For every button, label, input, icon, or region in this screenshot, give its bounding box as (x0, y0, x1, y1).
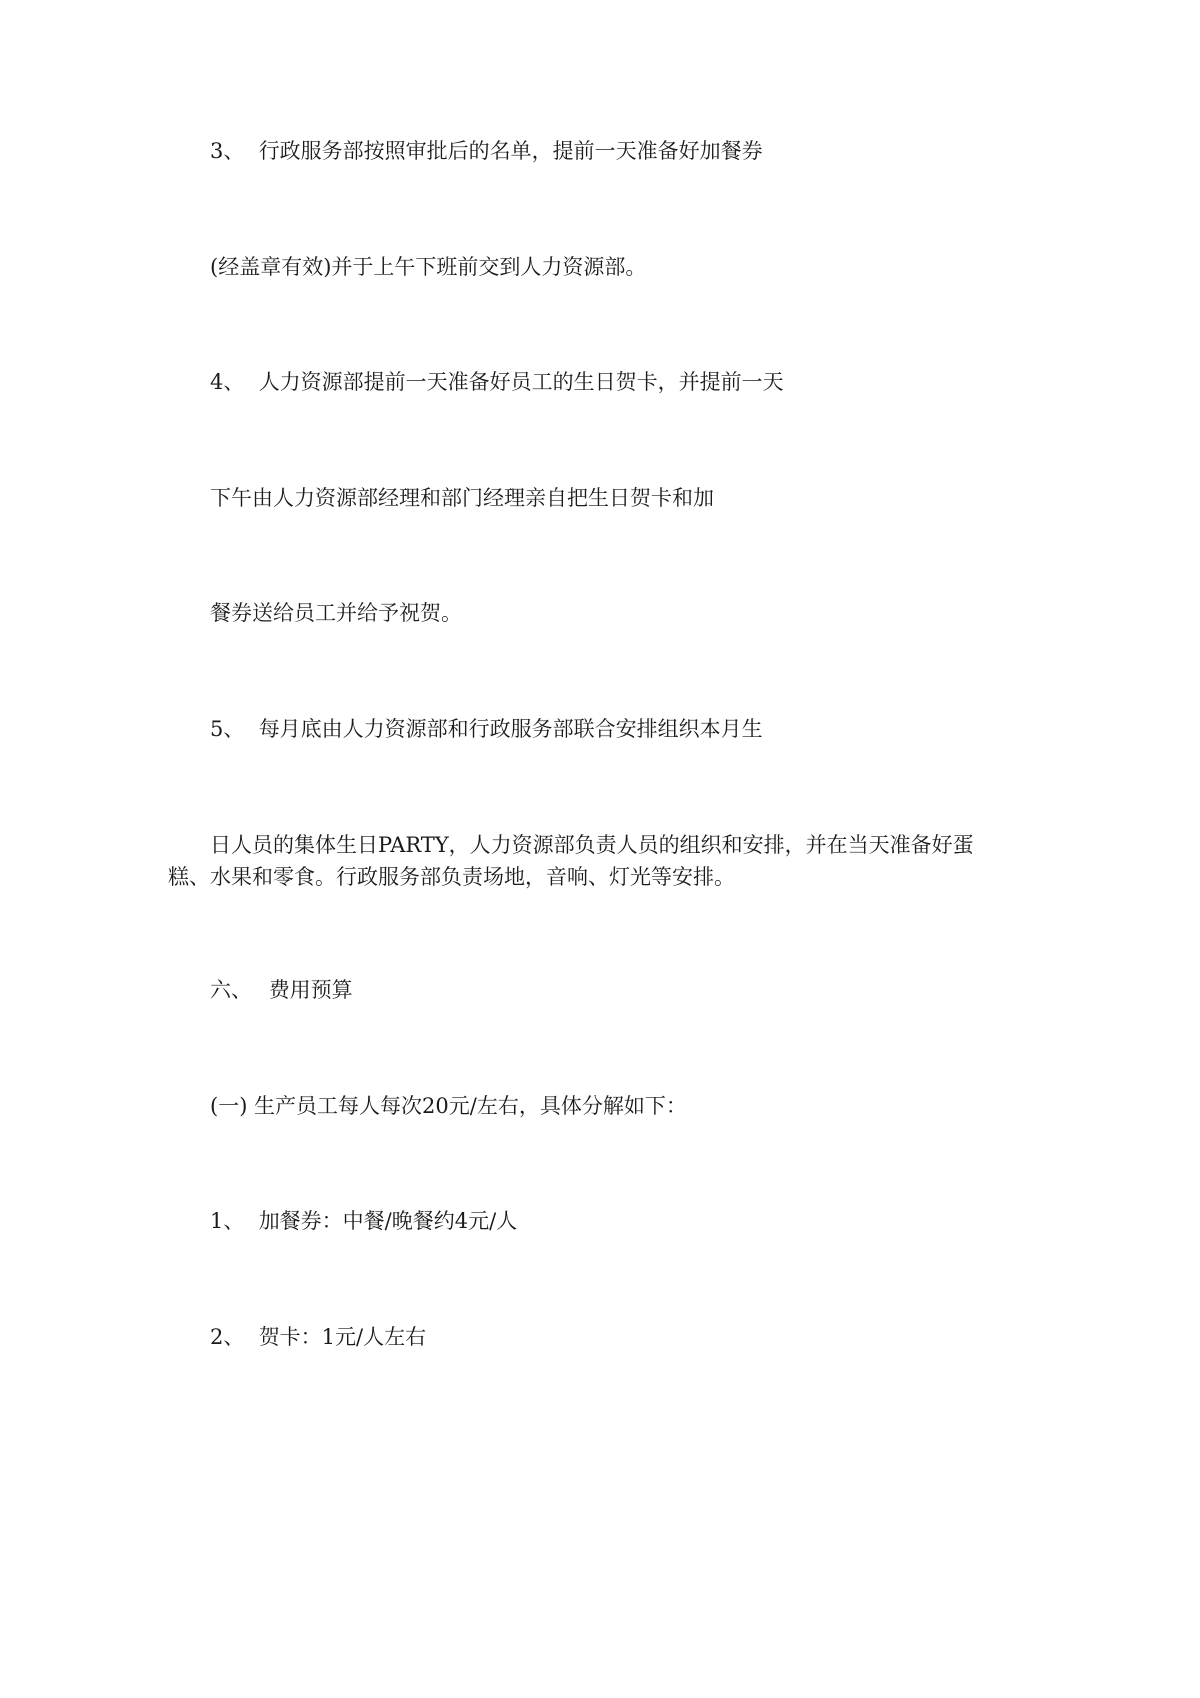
sub1-text: (一) 生产员工每人每次20元/左右，具体分解如下： (210, 1094, 687, 1118)
item3-line1 (210, 136, 763, 166)
item3-text-2: (经盖章有效)并于上午下班前交到人力资源部。 (210, 255, 647, 279)
cost1-line (210, 1206, 517, 1236)
cost2-text: 贺卡：1元/人左右 (258, 1325, 427, 1349)
item3-line2 (210, 252, 646, 282)
item5-line1 (210, 714, 763, 744)
sub1-line (210, 1091, 687, 1121)
item5-text-2: 日人员的集体生日PARTY，人力资源部负责人员的组织和安排，并在当天准备好蛋 (210, 833, 974, 857)
item5-line3 (168, 862, 735, 892)
item3-number: 3、 (210, 139, 245, 163)
item3-text-1: 行政服务部按照审批后的名单，提前一天准备好加餐券 (258, 139, 763, 163)
item4-line3 (210, 598, 462, 628)
item5-line2 (210, 830, 974, 860)
section6-title: 费用预算 (268, 978, 353, 1002)
section6-number: 六、 (210, 978, 252, 1002)
item4-text-3: 餐券送给员工并给予祝贺。 (210, 601, 462, 625)
item4-text-1: 人力资源部提前一天准备好员工的生日贺卡，并提前一天 (258, 370, 784, 394)
item4-line2 (210, 483, 714, 513)
cost2-number: 2、 (210, 1325, 245, 1349)
section6-heading (210, 975, 353, 1005)
cost1-number: 1、 (210, 1209, 245, 1233)
item4-text-2: 下午由人力资源部经理和部门经理亲自把生日贺卡和加 (210, 486, 714, 510)
cost2-line (210, 1322, 426, 1352)
item5-text-3: 糕、水果和零食。行政服务部负责场地，音响、灯光等安排。 (168, 865, 735, 889)
cost1-text: 加餐券：中餐/晚餐约4元/人 (258, 1209, 518, 1233)
item4-line1 (210, 367, 784, 397)
item4-number: 4、 (210, 370, 245, 394)
item5-text-1: 每月底由人力资源部和行政服务部联合安排组织本月生 (258, 717, 763, 741)
item5-number: 5、 (210, 717, 245, 741)
